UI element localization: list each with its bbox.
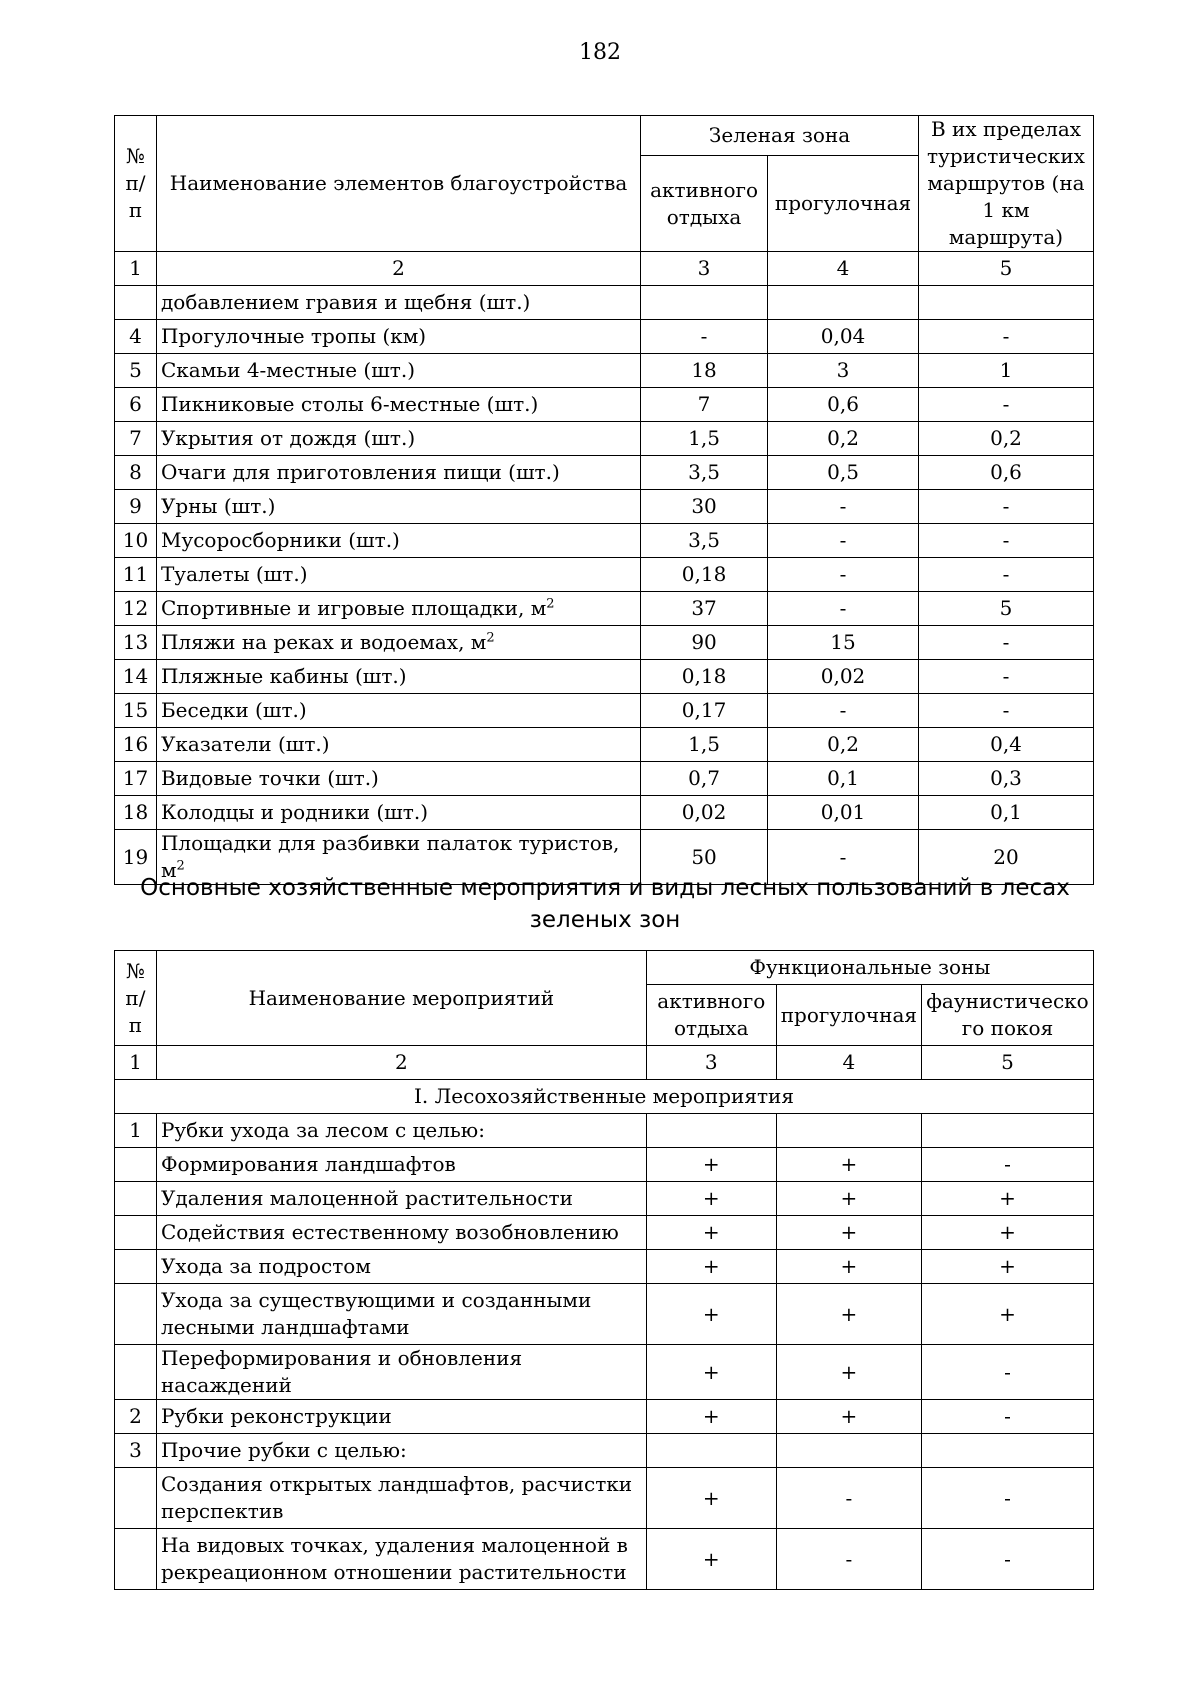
row-name: Прочие рубки с целью: xyxy=(156,1434,646,1468)
row-number: 15 xyxy=(115,694,157,728)
table-row xyxy=(115,1216,1094,1250)
walk-value: + xyxy=(776,1182,921,1216)
column-number: 3 xyxy=(641,252,768,286)
section-heading: I. Лесохозяйственные мероприятия xyxy=(115,1080,1094,1114)
active-rest-value xyxy=(646,1434,776,1468)
row-name-text: Указатели (шт.) xyxy=(160,732,330,756)
walk-header: прогулочная xyxy=(776,985,921,1046)
row-number: 6 xyxy=(115,388,157,422)
row-name xyxy=(156,558,640,592)
row-name: Формирования ландшафтов xyxy=(156,1148,646,1182)
row-name: Удаления малоценной растительности xyxy=(156,1182,646,1216)
route-value: 0,3 xyxy=(919,762,1094,796)
route-value: 1 xyxy=(919,354,1094,388)
column-number: 5 xyxy=(919,252,1094,286)
page-number: 182 xyxy=(579,40,621,65)
table-row xyxy=(115,558,1094,592)
row-number: 7 xyxy=(115,422,157,456)
active-rest-value: 3,5 xyxy=(641,456,768,490)
row-name-text: Спортивные и игровые площадки, м xyxy=(160,596,547,620)
within-routes-header: В их пределах туристических маршрутов (на 1 км маршрута) xyxy=(919,116,1094,252)
walk-value: - xyxy=(768,830,919,885)
row-name-text: Туалеты (шт.) xyxy=(160,562,308,586)
row-number xyxy=(115,1345,157,1400)
walk-value: 0,2 xyxy=(768,422,919,456)
row-name-text: Прогулочные тропы (км) xyxy=(160,324,427,348)
row-name-text: Пляжные кабины (шт.) xyxy=(160,664,407,688)
row-name: Рубки ухода за лесом с целью: xyxy=(156,1114,646,1148)
table-row xyxy=(115,490,1094,524)
active-rest-value: 50 xyxy=(641,830,768,885)
functional-zones-header: Функциональные зоны xyxy=(646,951,1093,985)
table-row xyxy=(115,422,1094,456)
row-name-text: Колодцы и родники (шт.) xyxy=(160,800,428,824)
row-name-text: Площадки для разбивки палаток туристов, м xyxy=(160,831,620,882)
row-name xyxy=(156,490,640,524)
fauna-value: - xyxy=(921,1345,1093,1400)
row-number xyxy=(115,1529,157,1590)
route-value: 5 xyxy=(919,592,1094,626)
walk-value xyxy=(776,1434,921,1468)
route-value: - xyxy=(919,694,1094,728)
column-number-row xyxy=(115,252,1094,286)
table-row xyxy=(115,796,1094,830)
fauna-value: - xyxy=(921,1468,1093,1529)
row-name xyxy=(156,592,640,626)
fauna-value: + xyxy=(921,1284,1093,1345)
row-name-text: Пляжи на реках и водоемах, м xyxy=(160,630,487,654)
fauna-value: + xyxy=(921,1250,1093,1284)
measures-table xyxy=(114,950,1094,1590)
active-rest-value: 0,18 xyxy=(641,660,768,694)
row-number: 8 xyxy=(115,456,157,490)
row-name: Рубки реконструкции xyxy=(156,1400,646,1434)
col-name-header: Наименование элементов благоустройства xyxy=(156,116,640,252)
column-number: 3 xyxy=(646,1046,776,1080)
walk-value: - xyxy=(768,524,919,558)
active-rest-value: + xyxy=(646,1284,776,1345)
row-name xyxy=(156,728,640,762)
table-row xyxy=(115,1284,1094,1345)
row-number: 17 xyxy=(115,762,157,796)
route-value: - xyxy=(919,320,1094,354)
active-rest-value: 0,7 xyxy=(641,762,768,796)
walk-value: 0,1 xyxy=(768,762,919,796)
row-name: На видовых точках, удаления малоценной в рекреационном отношении растительности xyxy=(156,1529,646,1590)
active-rest-value: + xyxy=(646,1216,776,1250)
row-name xyxy=(156,456,640,490)
column-number-row xyxy=(115,1046,1094,1080)
row-number: 13 xyxy=(115,626,157,660)
row-number xyxy=(115,1148,157,1182)
row-name: Переформирования и обновления насаждений xyxy=(156,1345,646,1400)
unit-exponent: 2 xyxy=(176,858,185,874)
active-rest-value: 3,5 xyxy=(641,524,768,558)
row-number: 12 xyxy=(115,592,157,626)
row-number xyxy=(115,1284,157,1345)
walk-header: прогулочная xyxy=(768,156,919,252)
walk-value: + xyxy=(776,1216,921,1250)
row-name xyxy=(156,354,640,388)
fauna-value: + xyxy=(921,1182,1093,1216)
row-number: 14 xyxy=(115,660,157,694)
walk-value: - xyxy=(768,558,919,592)
active-rest-value: - xyxy=(641,320,768,354)
row-name xyxy=(156,694,640,728)
table-row xyxy=(115,728,1094,762)
active-rest-value: 37 xyxy=(641,592,768,626)
table-row xyxy=(115,354,1094,388)
column-number: 1 xyxy=(115,252,157,286)
continuation-text: добавлением гравия и щебня (шт.) xyxy=(156,286,640,320)
walk-value: 0,01 xyxy=(768,796,919,830)
walk-value: 0,5 xyxy=(768,456,919,490)
row-name xyxy=(156,320,640,354)
walk-value: 3 xyxy=(768,354,919,388)
walk-value: + xyxy=(776,1250,921,1284)
table-row xyxy=(115,456,1094,490)
row-number: 10 xyxy=(115,524,157,558)
row-number xyxy=(115,1468,157,1529)
table-row xyxy=(115,762,1094,796)
route-value: 0,6 xyxy=(919,456,1094,490)
route-value: 0,2 xyxy=(919,422,1094,456)
table-row xyxy=(115,1529,1094,1590)
walk-value: 0,04 xyxy=(768,320,919,354)
table-row xyxy=(115,524,1094,558)
row-name xyxy=(156,388,640,422)
route-value: - xyxy=(919,490,1094,524)
table-row xyxy=(115,1182,1094,1216)
table-row xyxy=(115,660,1094,694)
route-value: - xyxy=(919,660,1094,694)
row-number: 1 xyxy=(115,1114,157,1148)
row-name-text: Видовые точки (шт.) xyxy=(160,766,379,790)
walk-value: + xyxy=(776,1148,921,1182)
row-name xyxy=(156,422,640,456)
column-number: 4 xyxy=(776,1046,921,1080)
active-rest-header: активного отдыха xyxy=(646,985,776,1046)
table-row xyxy=(115,592,1094,626)
table-row xyxy=(115,626,1094,660)
walk-value: + xyxy=(776,1400,921,1434)
active-rest-value: + xyxy=(646,1182,776,1216)
row-name: Создания открытых ландшафтов, расчистки перспектив xyxy=(156,1468,646,1529)
row-number: 19 xyxy=(115,830,157,885)
table-row xyxy=(115,1434,1094,1468)
walk-value xyxy=(776,1114,921,1148)
walk-value: - xyxy=(768,592,919,626)
amenities-table xyxy=(114,115,1094,885)
table-row xyxy=(115,388,1094,422)
row-name xyxy=(156,796,640,830)
row-name: Содействия естественному возобновлению xyxy=(156,1216,646,1250)
fauna-value: - xyxy=(921,1148,1093,1182)
table-row xyxy=(115,1114,1094,1148)
table-row xyxy=(115,1345,1094,1400)
column-number: 4 xyxy=(768,252,919,286)
walk-value: - xyxy=(768,694,919,728)
route-value: 0,1 xyxy=(919,796,1094,830)
row-number: 11 xyxy=(115,558,157,592)
table-row xyxy=(115,320,1094,354)
fauna-value xyxy=(921,1114,1093,1148)
walk-value: 0,6 xyxy=(768,388,919,422)
row-name: Ухода за существующими и созданными лесными ландшафтами xyxy=(156,1284,646,1345)
walk-value: + xyxy=(776,1345,921,1400)
fauna-value xyxy=(921,1434,1093,1468)
active-rest-value: + xyxy=(646,1468,776,1529)
row-name-text: Укрытия от дождя (шт.) xyxy=(160,426,416,450)
col-num-header: № п/п xyxy=(115,951,157,1046)
row-name-text: Урны (шт.) xyxy=(160,494,276,518)
active-rest-value: 30 xyxy=(641,490,768,524)
row-number: 5 xyxy=(115,354,157,388)
walk-value: - xyxy=(776,1529,921,1590)
table-row xyxy=(115,694,1094,728)
table-row xyxy=(115,1250,1094,1284)
active-rest-value: 90 xyxy=(641,626,768,660)
row-number xyxy=(115,1250,157,1284)
walk-value: - xyxy=(768,490,919,524)
active-rest-value: 7 xyxy=(641,388,768,422)
section-title: Основные хозяйственные мероприятия и виды лесных пользований в лесах зеленых зон xyxy=(140,875,1070,933)
row-name xyxy=(156,660,640,694)
walk-value: 0,02 xyxy=(768,660,919,694)
col-name-header: Наименование мероприятий xyxy=(156,951,646,1046)
active-rest-value: 0,17 xyxy=(641,694,768,728)
row-number: 4 xyxy=(115,320,157,354)
route-value: - xyxy=(919,626,1094,660)
row-name-text: Мусоросборники (шт.) xyxy=(160,528,400,552)
row-name xyxy=(156,762,640,796)
fauna-value: + xyxy=(921,1216,1093,1250)
column-number: 2 xyxy=(156,252,640,286)
row-name xyxy=(156,524,640,558)
col-num-header: № п/п xyxy=(115,116,157,252)
row-name-text: Беседки (шт.) xyxy=(160,698,307,722)
route-value: 20 xyxy=(919,830,1094,885)
continuation-row xyxy=(115,286,1094,320)
row-number xyxy=(115,1182,157,1216)
row-name xyxy=(156,626,640,660)
green-zone-header: Зеленая зона xyxy=(641,116,919,156)
active-rest-value: 18 xyxy=(641,354,768,388)
active-rest-value: 0,02 xyxy=(641,796,768,830)
column-number: 1 xyxy=(115,1046,157,1080)
row-number: 2 xyxy=(115,1400,157,1434)
fauna-rest-header: фаунистическо го покоя xyxy=(921,985,1093,1046)
row-number: 16 xyxy=(115,728,157,762)
row-name-text: Скамьи 4-местные (шт.) xyxy=(160,358,416,382)
row-name-text: Пикниковые столы 6-местные (шт.) xyxy=(160,392,539,416)
active-rest-value: + xyxy=(646,1345,776,1400)
active-rest-value: + xyxy=(646,1529,776,1590)
row-name: Ухода за подростом xyxy=(156,1250,646,1284)
fauna-value: - xyxy=(921,1400,1093,1434)
route-value: - xyxy=(919,388,1094,422)
column-number: 2 xyxy=(156,1046,646,1080)
table-row xyxy=(115,1468,1094,1529)
fauna-value: - xyxy=(921,1529,1093,1590)
section-row xyxy=(115,1080,1094,1114)
row-number xyxy=(115,1216,157,1250)
table-row xyxy=(115,1148,1094,1182)
route-value: - xyxy=(919,558,1094,592)
walk-value: - xyxy=(776,1468,921,1529)
walk-value: + xyxy=(776,1284,921,1345)
row-number: 18 xyxy=(115,796,157,830)
route-value: - xyxy=(919,524,1094,558)
route-value: 0,4 xyxy=(919,728,1094,762)
active-rest-value xyxy=(646,1114,776,1148)
active-rest-header: активного отдыха xyxy=(641,156,768,252)
row-number: 3 xyxy=(115,1434,157,1468)
table-row xyxy=(115,1400,1094,1434)
unit-exponent: 2 xyxy=(546,596,555,612)
active-rest-value: + xyxy=(646,1250,776,1284)
column-number: 5 xyxy=(921,1046,1093,1080)
active-rest-value: 0,18 xyxy=(641,558,768,592)
walk-value: 15 xyxy=(768,626,919,660)
active-rest-value: + xyxy=(646,1148,776,1182)
walk-value: 0,2 xyxy=(768,728,919,762)
active-rest-value: 1,5 xyxy=(641,728,768,762)
row-name-text: Очаги для приготовления пищи (шт.) xyxy=(160,460,560,484)
row-number: 9 xyxy=(115,490,157,524)
active-rest-value: + xyxy=(646,1400,776,1434)
active-rest-value: 1,5 xyxy=(641,422,768,456)
unit-exponent: 2 xyxy=(486,630,495,646)
